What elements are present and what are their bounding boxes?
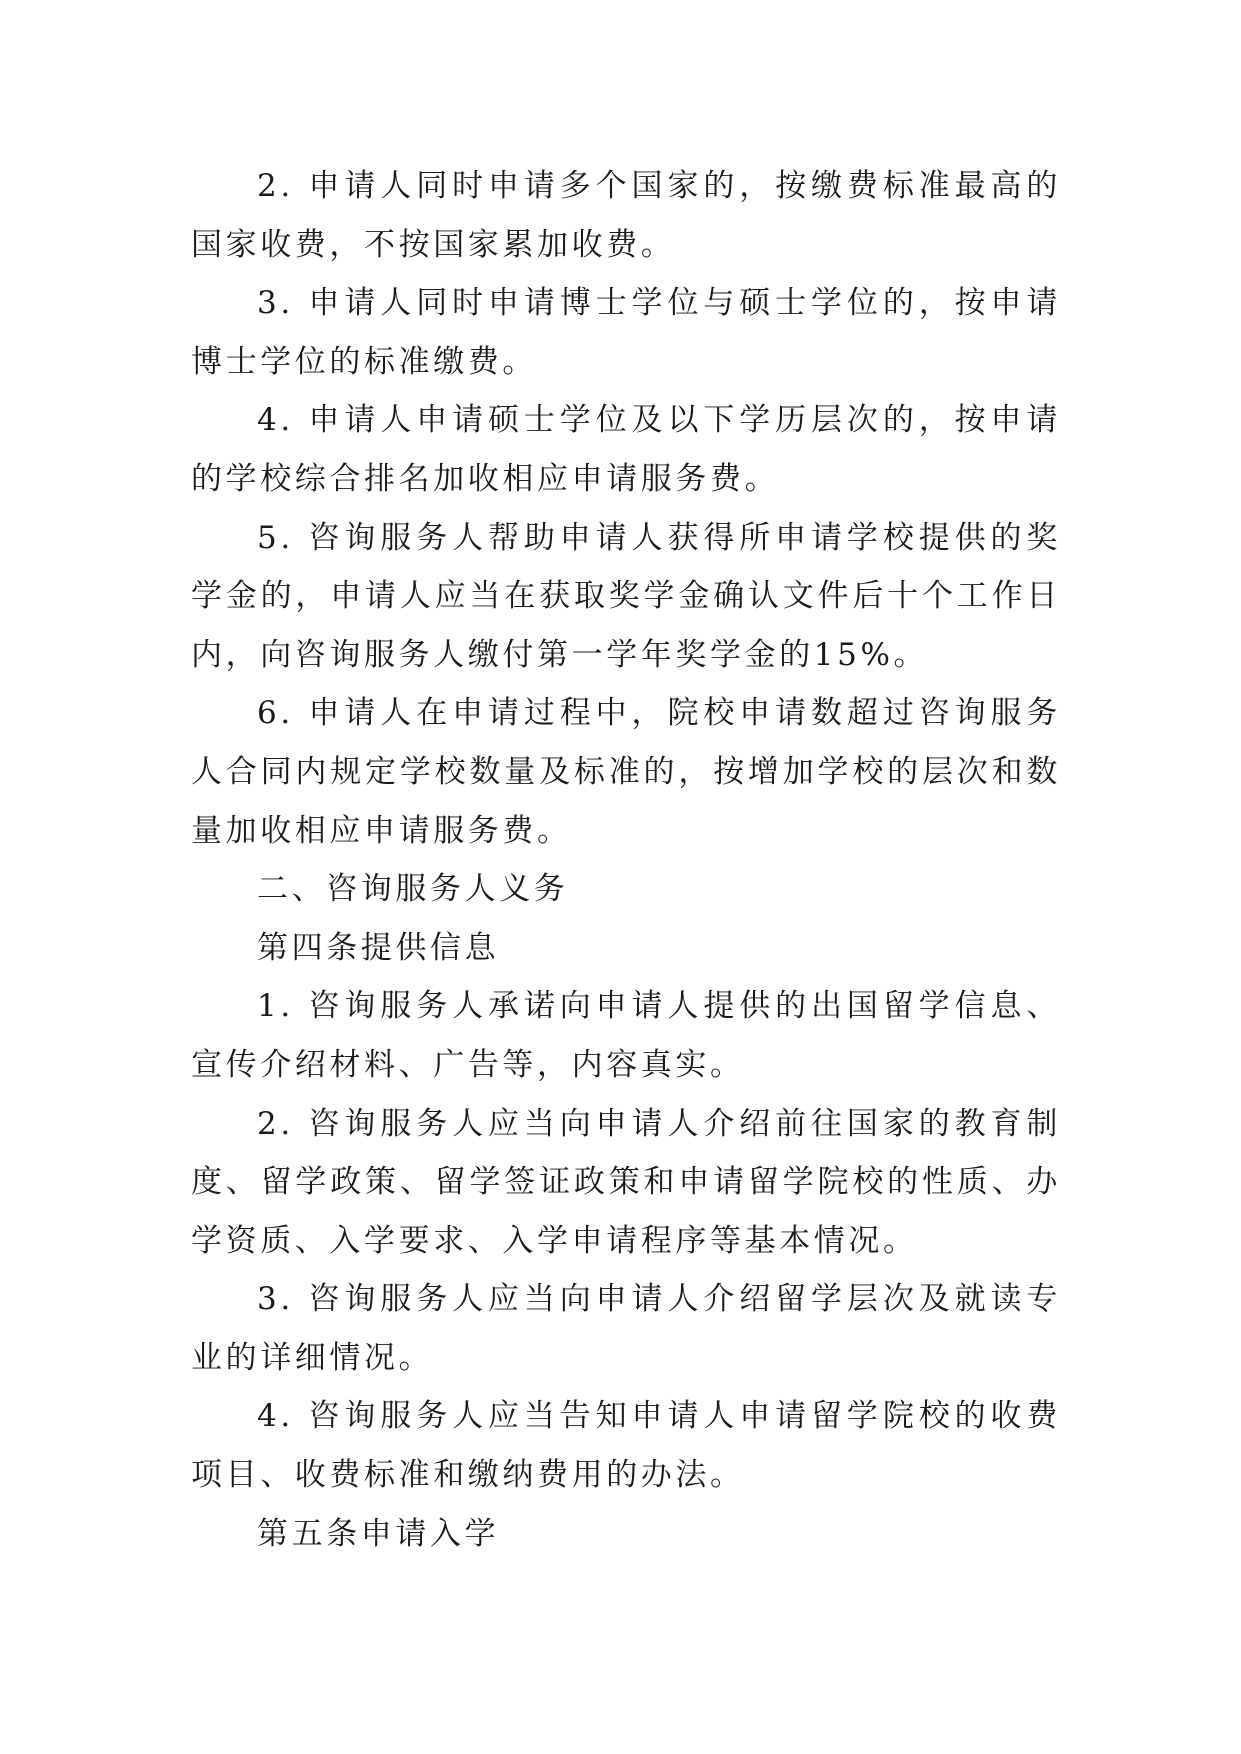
paragraph-fee-multiple-countries: 2. 申请人同时申请多个国家的，按缴费标准最高的国家收费，不按国家累加收费。 [191, 168, 1061, 263]
article-heading-4: 第四条提供信息 [257, 929, 500, 966]
paragraph-extra-schools-fee: 6. 申请人在申请过程中，院校申请数超过咨询服务人合同内规定学校数量及标准的，按增加学校的层次和数量加收相应申请服务费。 [191, 695, 1061, 849]
paragraph-fee-master-below: 4. 申请人申请硕士学位及以下学历层次的，按申请的学校综合排名加收相应申请服务费。 [191, 402, 1061, 497]
paragraph-info-level-major: 3. 咨询服务人应当向申请人介绍留学层次及就读专业的详细情况。 [191, 1281, 1061, 1376]
paragraph-info-education-system: 2. 咨询服务人应当向申请人介绍前往国家的教育制度、留学政策、留学签证政策和申请留学院校的性质、办学资质、入学要求、入学申请程序等基本情况。 [191, 1105, 1061, 1259]
paragraph-info-truthful: 1. 咨询服务人承诺向申请人提供的出国留学信息、宣传介绍材料、广告等，内容真实。 [191, 988, 1061, 1083]
paragraph-scholarship-fee: 5. 咨询服务人帮助申请人获得所申请学校提供的奖学金的，申请人应当在获取奖学金确认文件后十个工作日内，向咨询服务人缴付第一学年奖学金的15%。 [191, 519, 1061, 673]
article-heading-5: 第五条申请入学 [257, 1515, 500, 1552]
paragraph-info-fees: 4. 咨询服务人应当告知申请人申请留学院校的收费项目、收费标准和缴纳费用的办法。 [191, 1398, 1061, 1494]
document-body [191, 157, 1061, 1563]
section-heading-obligations: 二、咨询服务人义务 [257, 871, 569, 908]
paragraph-fee-doctor-master: 3. 申请人同时申请博士学位与硕士学位的，按申请博士学位的标准缴费。 [191, 285, 1061, 380]
